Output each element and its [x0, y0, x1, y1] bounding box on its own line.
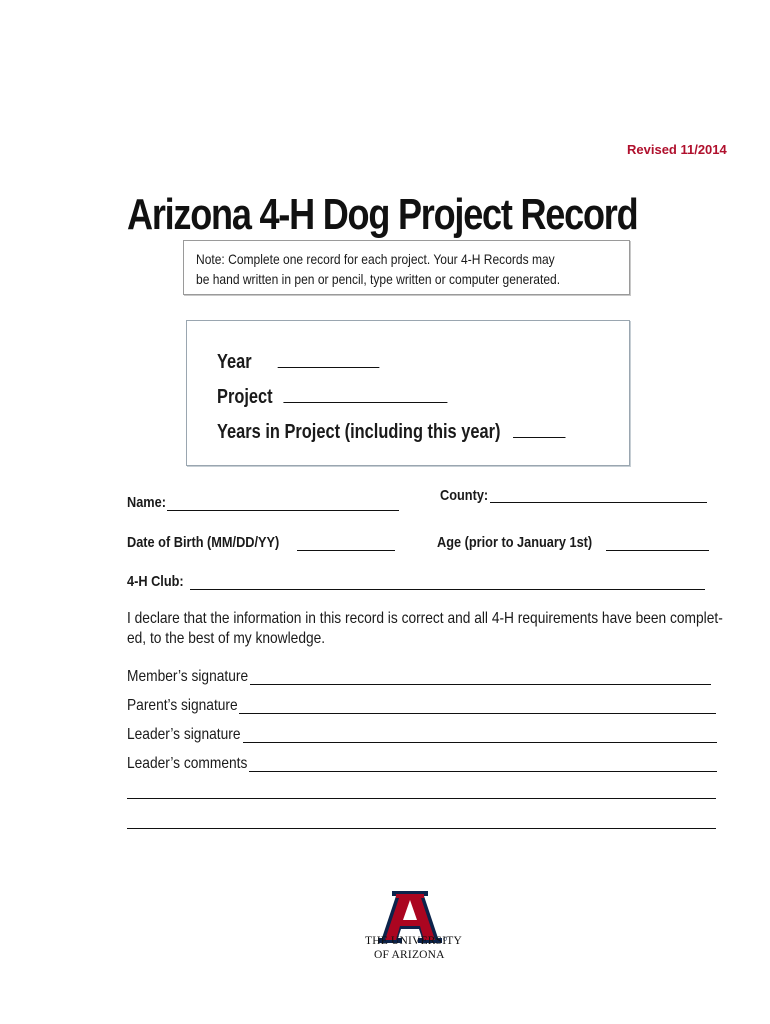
county-label: County:	[440, 487, 489, 504]
parent-signature-label: Parent’s signature	[127, 697, 238, 714]
declaration-line-1: I declare that the information in this record is correct and all 4-H requirements have been complet-	[127, 610, 723, 627]
leader-comments-field[interactable]	[249, 771, 717, 772]
leader-comments-label: Leader’s comments	[127, 755, 248, 772]
club-field[interactable]	[190, 589, 705, 590]
club-label-wrap	[127, 573, 194, 590]
revised-date: Revised 11/2014	[627, 142, 727, 157]
years-in-project-row	[217, 419, 642, 444]
year-field[interactable]	[278, 349, 380, 368]
comments-line-2[interactable]	[127, 798, 716, 799]
age-label: Age (prior to January 1st)	[437, 534, 593, 551]
university-name-line-2: OF ARIZONA	[374, 949, 445, 961]
note-line-1: Note: Complete one record for each project. Your 4-H Records may	[196, 251, 555, 267]
age-field[interactable]	[606, 550, 709, 551]
university-name	[365, 934, 462, 962]
note-box	[183, 240, 630, 295]
dob-label: Date of Birth (MM/DD/YY)	[127, 534, 280, 551]
name-label: Name:	[127, 494, 166, 511]
note-line-2: be hand written in pen or pencil, type written or computer generated.	[196, 271, 561, 287]
county-label-wrap	[440, 487, 497, 504]
dob-label-wrap	[127, 534, 306, 551]
club-label: 4-H Club:	[127, 573, 184, 590]
name-label-wrap	[127, 494, 173, 511]
year-row	[217, 349, 415, 374]
county-field[interactable]	[490, 502, 707, 503]
project-field[interactable]	[284, 384, 448, 403]
years-in-project-field[interactable]	[513, 419, 565, 438]
dob-field[interactable]	[297, 550, 395, 551]
page-title: Arizona 4-H Dog Project Record	[127, 190, 638, 239]
project-row	[217, 384, 498, 409]
leader-signature-label: Leader’s signature	[127, 726, 241, 743]
name-field[interactable]	[167, 510, 399, 511]
comments-line-3[interactable]	[127, 828, 716, 829]
year-label: Year	[217, 351, 252, 373]
member-signature-field[interactable]	[250, 684, 711, 685]
project-info-box	[186, 320, 630, 466]
university-name-line-1: THE UNIVERSITY	[365, 935, 463, 947]
parent-signature-field[interactable]	[239, 713, 716, 714]
member-signature-label: Member’s signature	[127, 668, 249, 685]
declaration-line-2: ed, to the best of my knowledge.	[127, 630, 326, 647]
leader-signature-field[interactable]	[243, 742, 717, 743]
project-label: Project	[217, 386, 273, 408]
age-label-wrap	[437, 534, 620, 551]
years-in-project-label: Years in Project (including this year)	[217, 421, 501, 443]
